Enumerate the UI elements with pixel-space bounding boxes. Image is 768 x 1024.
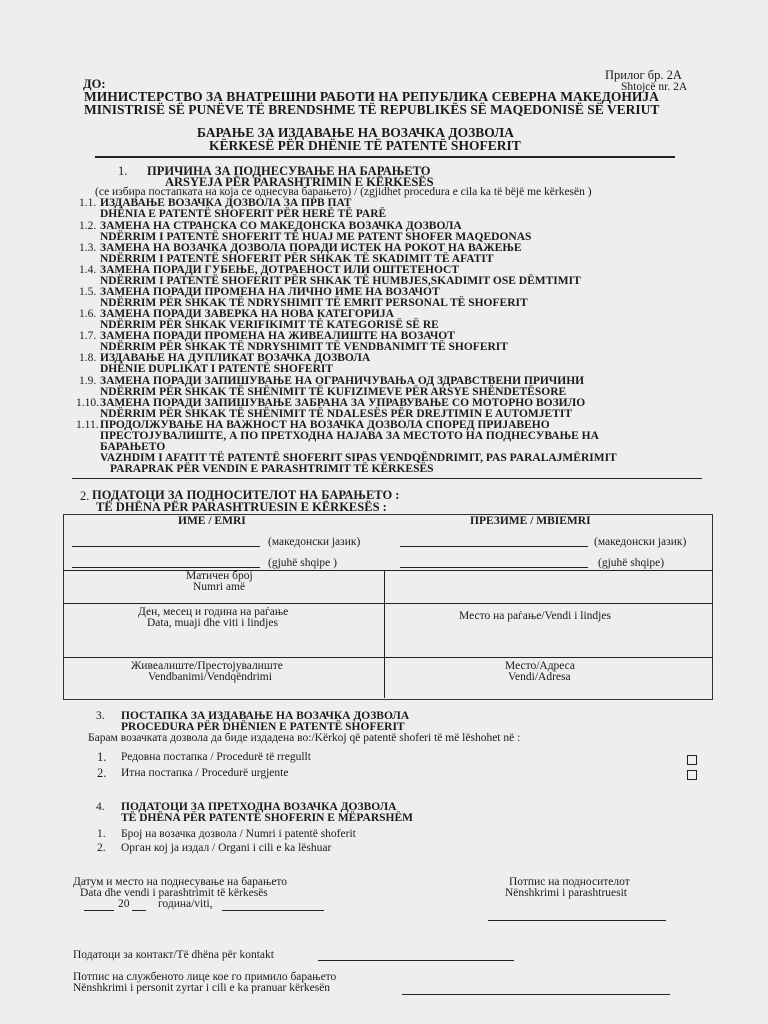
previous-license-number-label: Број на возачка дозвола / Numri i patentë shoferit — [121, 828, 356, 840]
section4-number: 4. — [96, 801, 105, 813]
ministry-name-mk: МИНИСТЕРСТВО ЗА ВНАТРЕШНИ РАБОТИ НА РЕПУБЛИКА СЕВЕРНА МАКЕДОНИЈА — [84, 89, 659, 104]
regular-procedure-checkbox[interactable] — [687, 755, 697, 765]
section4-title-mk: ПОДАТОЦИ ЗА ПРЕТХОДНА ВОЗАЧКА ДОЗВОЛА — [121, 801, 397, 813]
section1-divider — [72, 478, 702, 479]
reason-sq[interactable]: VAZHDIM I AFATIT TË PATENTË SHOFERIT SIPAS VENDQËNDRIMIT, PAS PARALAJMËRIMIT — [100, 452, 617, 464]
item-number: 1.8. — [79, 352, 97, 364]
issuing-authority-label: Орган кој ја издал / Organi i cili e ka lëshuar — [121, 842, 332, 854]
applicant-signature-label-mk: Потпис на подносителот — [509, 876, 630, 888]
item-number: 1.7. — [79, 330, 97, 342]
item-number: 1.4. — [79, 264, 97, 276]
reason-sq[interactable]: NDËRRIM PËR SHKAK VERIFIKIMIT TË KATEGORISË SË RE — [100, 319, 439, 331]
section2-title-mk: ПОДАТОЦИ ЗА ПОДНОСИТЕЛОТ НА БАРАЊЕТО : — [92, 488, 400, 502]
reason-mk-line3[interactable]: БАРАЊЕТО — [100, 441, 166, 453]
first-name-sq-field[interactable] — [72, 567, 260, 568]
reason-mk[interactable]: ЗАМЕНА НА СТРАНСКА СО МАКЕДОНСКА ВОЗАЧКА ДОЗВОЛА — [100, 220, 462, 232]
submission-place-field[interactable] — [222, 910, 324, 911]
reason-mk[interactable]: ЗАМЕНА ПОРАДИ ЗАВЕРКА НА НОВА КАТЕГОРИЈА — [100, 308, 394, 320]
reason-sq[interactable]: NDËRRIM I PATENTË SHOFERIT PËR SHKAK TË SKADIMIT TË AFATIT — [100, 253, 494, 265]
section1-number: 1. — [118, 164, 128, 178]
applicant-signature-field[interactable] — [488, 920, 666, 921]
address-label-sq: Vendi/Adresa — [508, 671, 571, 683]
birth-date-label-sq: Data, muaji dhe viti i lindjes — [147, 617, 278, 629]
section3-number: 3. — [96, 710, 105, 722]
form-title-mk: БАРАЊЕ ЗА ИЗДАВАЊЕ НА ВОЗАЧКА ДОЗВОЛА — [197, 125, 514, 140]
reason-mk[interactable]: ЗАМЕНА ПОРАДИ ПРОМЕНА НА ЖИВЕАЛИШТЕ НА ВОЗАЧОТ — [100, 330, 455, 342]
item-number: 1.5. — [79, 286, 97, 298]
submission-year-field[interactable] — [132, 910, 146, 911]
urgent-procedure-checkbox[interactable] — [687, 770, 697, 780]
reason-mk[interactable]: ЗАМЕНА ПОРАДИ ПРОМЕНА НА ЛИЧНО ИМЕ НА ВОЗАЧОТ — [100, 286, 440, 298]
reason-sq[interactable]: NDËRRIM PËR SHKAK TË SHËNIMIT TË NDALESËS PËR DREJTIMIN E AUTOMJETIT — [100, 408, 573, 420]
item-number: 1.10. — [76, 397, 99, 409]
reason-sq[interactable]: NDËRRIM I PATENTË SHOFERIT PËR SHKAK TË HUMBJES,SKADIMIT OSE DËMTIMIT — [100, 275, 581, 287]
table-row-divider — [63, 570, 713, 571]
residence-label-mk: Живеалиште/Престојувалиште — [131, 660, 283, 672]
reason-mk[interactable]: ИЗДАВАЊЕ НА ДУПЛИКАТ ВОЗАЧКА ДОЗВОЛА — [100, 352, 371, 364]
applicant-signature-label-sq: Nënshkrimi i parashtruesit — [505, 887, 628, 899]
residence-label-sq: Vendbanimi/Vendqëndrimi — [148, 671, 272, 683]
item-number: 1.9. — [79, 375, 97, 387]
birth-place-field[interactable] — [386, 626, 711, 656]
table-row-divider — [63, 657, 713, 658]
section1-instruction: (се избира постапката на која се однесува барањето) / (zgjidhet procedura e cila ka të bëjë me kërkesën ) — [95, 186, 592, 198]
reason-sq[interactable]: NDËRRIM I PATENTË SHOFERIT TË HUAJ ME PATENT SHOFER MAQEDONAS — [100, 231, 532, 243]
language-label: (gjuhë shqipe ) — [268, 557, 337, 569]
section1-title-mk: ПРИЧИНА ЗА ПОДНЕСУВАЊЕ НА БАРАЊЕТО — [147, 164, 431, 178]
birth-date-label-mk: Ден, месец и година на раѓање — [138, 606, 289, 618]
option-number: 2. — [97, 766, 107, 780]
annex-number-mk: Прилог бр. 2А — [605, 68, 682, 82]
last-name-sq-field[interactable] — [400, 567, 588, 568]
language-label: (gjuhë shqipe) — [598, 557, 665, 569]
first-name-mk-field[interactable] — [72, 546, 260, 547]
item-number: 1.1. — [79, 197, 97, 209]
reason-sq[interactable]: NDËRRIM PËR SHKAK TË SHËNIMIT TË KUFIZIMEVE PËR ARSYE SHËNDETËSORE — [100, 386, 567, 398]
section3-title-mk: ПОСТАПКА ЗА ИЗДАВАЊЕ НА ВОЗАЧКА ДОЗВОЛА — [121, 710, 410, 722]
item-number: 1.3. — [79, 242, 97, 254]
birth-date-field[interactable] — [65, 632, 383, 656]
column-header-surname: ПРЕЗИМЕ / MBIEMRI — [470, 515, 591, 527]
table-row-divider — [63, 603, 713, 604]
regular-procedure-label: Редовна постапка / Procedurë të rregullt — [121, 751, 311, 763]
reason-sq[interactable]: DHËNIA E PATENTË SHOFERIT PËR HERË TË PARË — [100, 208, 387, 220]
reason-mk-line2[interactable]: ПРЕСТОЈУВАЛИШТЕ, А ПО ПРЕТХОДНА НАЈАВА ЗА МЕСТОТО НА ПОДНЕСУВАЊЕ НА — [100, 430, 599, 442]
section4-title-sq: TË DHËNA PËR PATENTË SHOFERIN E MËPARSHËM — [121, 812, 414, 824]
item-number: 2. — [97, 842, 106, 854]
official-signature-field[interactable] — [402, 994, 670, 995]
item-number: 1.6. — [79, 308, 97, 320]
to-label: ДО: — [83, 77, 106, 91]
item-number: 1.2. — [79, 220, 97, 232]
address-field[interactable] — [386, 684, 711, 697]
address-label-mk: Место/Адреса — [505, 660, 576, 672]
title-divider — [95, 156, 675, 158]
section2-number: 2. — [80, 489, 90, 503]
section3-title-sq: PROCEDURA PËR DHËNIEN E PATENTË SHOFERIT — [121, 721, 405, 733]
item-number: 1. — [97, 828, 106, 840]
form-title-sq: KËRKESË PËR DHËNIE TË PATENTË SHOFERIT — [209, 138, 521, 153]
personal-number-field[interactable] — [386, 572, 711, 602]
year-prefix: 20 — [118, 898, 130, 910]
procedure-request-text: Барам возачката дозвола да биде издадена во:/Kërkoj që patentë shoferi të më lëshohet në : — [88, 732, 521, 744]
annex-number-sq: Shtojcë nr. 2A — [621, 81, 688, 93]
personal-number-label-sq: Numri amë — [193, 581, 246, 593]
reason-sq[interactable]: NDËRRIM PËR SHKAK TË NDRYSHIMIT TË EMRIT PERSONAL TË SHOFERIT — [100, 297, 528, 309]
reason-mk[interactable]: ЗАМЕНА ПОРАДИ ЗАПИШУВАЊЕ НА ОГРАНИЧУВАЊА ОД ЗДРАВСТВЕНИ ПРИЧИНИ — [100, 375, 585, 387]
contact-field[interactable] — [318, 960, 514, 961]
reason-sq-line2[interactable]: PARAPRAK PËR VENDIN E PARASHTRIMIT TË KËRKESËS — [110, 463, 434, 475]
urgent-procedure-label: Итна постапка / Procedurë urgjente — [121, 767, 289, 779]
submission-day-field[interactable] — [84, 910, 114, 911]
language-label: (македонски јазик) — [594, 536, 687, 548]
personal-number-label-mk: Матичен број — [186, 570, 253, 582]
ministry-name-sq: MINISTRISË SË PUNËVE TË BRENDSHME TË REPUBLIKËS SË MAQEDONISË SË VERIUT — [84, 102, 660, 117]
option-number: 1. — [97, 750, 107, 764]
contact-label: Податоци за контакт/Të dhëna për kontakt — [73, 949, 274, 961]
reason-sq[interactable]: NDËRRIM PËR SHKAK TË NDRYSHIMIT TË VENDBANIMIT TË SHOFERIT — [100, 341, 508, 353]
item-number: 1.11. — [76, 419, 99, 431]
reason-mk[interactable]: ЗАМЕНА ПОРАДИ ГУБЕЊЕ, ДОТРАЕНОСТ ИЛИ ОШТЕТЕНОСТ — [100, 264, 460, 276]
reason-mk[interactable]: ПРОДОЛЖУВАЊЕ НА ВАЖНОСТ НА ВОЗАЧКА ДОЗВОЛА СПОРЕД ПРИЈАВЕНО — [100, 419, 550, 431]
submission-date-label-mk: Датум и место на поднесување на барањето — [73, 876, 288, 888]
birth-place-label: Место на раѓање/Vendi i lindjes — [459, 610, 611, 622]
official-signature-label-sq: Nënshkrimi i personit zyrtar i cili e ka pranuar kërkesën — [73, 982, 331, 994]
reason-mk[interactable]: ЗАМЕНА НА ВОЗАЧКА ДОЗВОЛА ПОРАДИ ИСТЕК НА РОКОТ НА ВАЖЕЊЕ — [100, 242, 522, 254]
reason-mk[interactable]: ИЗДАВАЊЕ ВОЗАЧКА ДОЗВОЛА ЗА ПРВ ПАТ — [100, 197, 352, 209]
official-signature-label-mk: Потпис на службеното лице кое го примило барањето — [73, 971, 337, 983]
section2-title-sq: TË DHËNA PËR PARASHTRUESIN E KËRKESËS : — [96, 500, 387, 514]
language-label: (македонски јазик) — [268, 536, 361, 548]
reason-sq[interactable]: DHËNIE DUPLIKAT I PATENTË SHOFERIT — [100, 363, 334, 375]
last-name-mk-field[interactable] — [400, 546, 588, 547]
section1-title-sq: ARSYEJA PËR PARASHTRIMIN E KËRKESËS — [165, 175, 434, 189]
submission-date-label-sq: Data dhe vendi i parashtrimit të kërkesës — [80, 887, 268, 899]
year-suffix: година/viti, — [158, 898, 213, 910]
table-vertical-divider — [384, 570, 385, 698]
column-header-name: ИМЕ / EMRI — [178, 515, 246, 527]
reason-mk[interactable]: ЗАМЕНА ПОРАДИ ЗАПИШУВАЊЕ ЗАБРАНА ЗА УПРАВУВАЊЕ СО МОТОРНО ВОЗИЛО — [100, 397, 586, 409]
